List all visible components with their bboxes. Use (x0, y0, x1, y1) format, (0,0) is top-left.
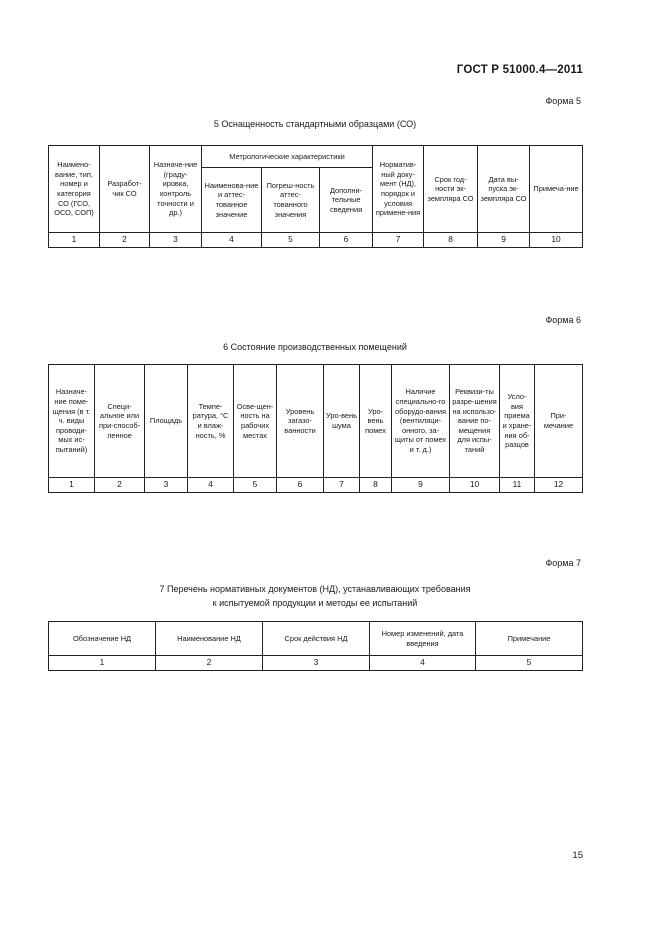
form7-col-number: 5 (476, 656, 583, 671)
form5-label: Форма 5 (545, 96, 581, 106)
form6-number-row (49, 478, 583, 493)
form5-col-number: 10 (530, 233, 583, 248)
form7-table (48, 621, 583, 671)
form5-caption: 5 Оснащенность стандартными образцами (СО) (213, 119, 417, 129)
form7-caption-line1: 7 Перечень нормативных документов (НД), устанавливающих требования (159, 584, 471, 594)
form7-col-number: 1 (49, 656, 156, 671)
form6-col-number: 5 (234, 478, 277, 493)
form6-header-gas-level: Уровень загазо-ванности (277, 365, 324, 478)
form5-col-number: 6 (320, 233, 373, 248)
form6-header-sample-storage: Усло-вия приема и хране-ния об-разцов (500, 365, 535, 478)
form5-header-note: Примеча-ние (530, 146, 583, 233)
form6-caption: 6 Состояние производственных помещений (223, 342, 407, 352)
form6-label: Форма 6 (545, 315, 581, 325)
form5-header-shelf-life: Срок год-ности эк-земпляра СО (424, 146, 478, 233)
form6-header-permit: Реквизи-ты разре-шения на использо-вание по-мещения для испы-таний (450, 365, 500, 478)
form6-col-number: 2 (95, 478, 145, 493)
form6-col-number: 9 (392, 478, 450, 493)
form7-header-title: Наименование НД (156, 622, 263, 656)
form7-header-designation: Обозначение НД (49, 622, 156, 656)
form5-number-row (49, 233, 583, 248)
form5-header-purpose: Назначе-ние (граду-ировка, контроль точности и др.) (150, 146, 202, 233)
form5-col-number: 7 (373, 233, 424, 248)
form5-header-metrology-group: Метрологические характеристики (202, 146, 373, 168)
form5-header-extra-info: Дополни-тельные сведения (320, 168, 373, 233)
form6-header-interference-level: Уро-вень помех (360, 365, 392, 478)
form6-col-number: 3 (145, 478, 188, 493)
form5-col-number: 3 (150, 233, 202, 248)
form5-col-number: 4 (202, 233, 262, 248)
form6-col-number: 6 (277, 478, 324, 493)
form5-col-number: 8 (424, 233, 478, 248)
form5-col-number: 1 (49, 233, 100, 248)
form6-col-number: 11 (500, 478, 535, 493)
form5-header-error: Погреш-ность аттес-тованного значения (262, 168, 320, 233)
form7-col-number: 2 (156, 656, 263, 671)
form6-col-number: 10 (450, 478, 500, 493)
form5-header-name: Наимено-вание, тип, номер и категория СО (ГСО, ОСО, СОП) (49, 146, 100, 233)
form7-caption-line2: к испытуемой продукции и методы ее испытаний (212, 598, 418, 608)
form6-col-number: 8 (360, 478, 392, 493)
form5-col-number: 2 (100, 233, 150, 248)
form7-col-number: 3 (263, 656, 370, 671)
form6-header-illumination: Осве-щен-ность на рабочих местах (234, 365, 277, 478)
form7-number-row (49, 656, 583, 671)
form6-header-note: При-мечание (535, 365, 583, 478)
form6-col-number: 1 (49, 478, 95, 493)
form5-header-nd: Норматив-ный доку-мент (НД), порядок и условия примене-ния (373, 146, 424, 233)
standard-code: ГОСТ Р 51000.4—2011 (456, 64, 583, 76)
form6-header-area: Площадь (145, 365, 188, 478)
form5-table (48, 145, 583, 248)
form7-header-validity: Срок действия НД (263, 622, 370, 656)
form5-header-release-date: Дата вы-пуска эк-земпляра СО (478, 146, 530, 233)
form6-header-special: Специ-альное или при-способ-ленное (95, 365, 145, 478)
page-number: 15 (572, 850, 583, 861)
form6-col-number: 4 (188, 478, 234, 493)
form6-header-temperature: Темпе-ратура, °С и влаж-ность, % (188, 365, 234, 478)
form6-header-special-equipment: Наличие специально-го оборудо-вания (вентиляци-онного, за-щиты от помех и т. д.) (392, 365, 450, 478)
form5-col-number: 9 (478, 233, 530, 248)
form5-header-developer: Разработ-чик СО (100, 146, 150, 233)
form6-table (48, 364, 583, 493)
form7-col-number: 4 (370, 656, 476, 671)
form6-col-number: 12 (535, 478, 583, 493)
form7-header-note: Примечание (476, 622, 583, 656)
form5-col-number: 5 (262, 233, 320, 248)
form6-header-noise-level: Уро-вень шума (324, 365, 360, 478)
form6-col-number: 7 (324, 478, 360, 493)
form5-header-certified-value: Наименова-ние и аттес-тованное значение (202, 168, 262, 233)
form6-header-room-purpose: Назначе-ние поме-щения (в т. ч. виды проводи-мых ис-пытаний) (49, 365, 95, 478)
form7-label: Форма 7 (545, 558, 581, 568)
form7-header-amendments: Номер изменений, дата введения (370, 622, 476, 656)
